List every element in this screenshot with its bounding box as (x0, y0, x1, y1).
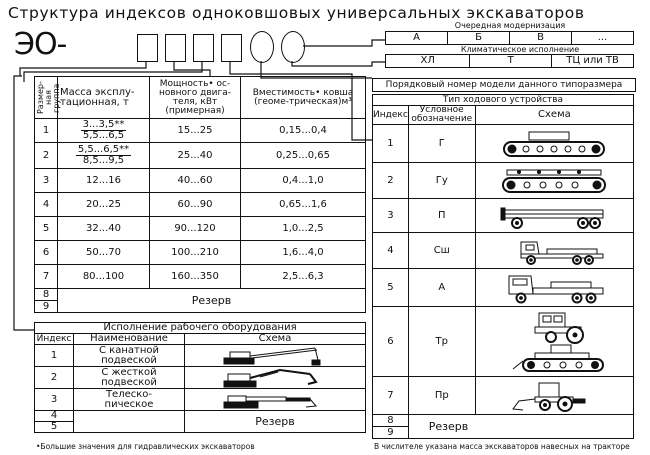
scheme-rigid (185, 367, 366, 389)
mass-7: 80...100 (58, 265, 150, 289)
run-idx-9: 9 (373, 427, 409, 439)
index-prefix: ЭО- (14, 27, 67, 62)
run-name-2: Гу (408, 163, 475, 199)
special-chassis-icon (499, 236, 609, 266)
bucket-5: 1,0...2,5 (241, 217, 366, 241)
power-5: 90...120 (150, 217, 241, 241)
climate-label: Климатическое исполнение (460, 45, 580, 54)
equip-header-scheme: Схема (185, 334, 366, 345)
mass-3: 12...16 (58, 169, 150, 193)
size-idx-4: 4 (35, 193, 58, 217)
run-name-3: П (408, 199, 475, 233)
scheme-telescopic (185, 389, 366, 411)
mass-top-2: 5,5...6,5** (77, 144, 130, 155)
run-name-7: Пр (408, 377, 475, 415)
model-number-label: Порядковый номер модели данного типоразмера (372, 78, 636, 92)
size-idx-7: 7 (35, 265, 58, 289)
size-group-table (34, 76, 366, 313)
bucket-2: 0,25...0,65 (241, 143, 366, 169)
running-gear-table (372, 94, 634, 439)
equip-idx-4: 4 (35, 411, 74, 422)
wide-crawler-icon (499, 166, 609, 196)
crawler-track-icon (499, 129, 609, 159)
power-4: 60...90 (150, 193, 241, 217)
run-idx-3: 3 (373, 199, 409, 233)
mass-bottom-1: 5,5...6,5 (82, 130, 125, 141)
equip-idx-1: 1 (35, 345, 74, 367)
mass-4: 20...25 (58, 193, 150, 217)
truck-chassis-icon (499, 272, 609, 304)
pneumatic-wheel-icon (499, 202, 609, 230)
power-2: 25...40 (150, 143, 241, 169)
bucket-3: 0,4...1,0 (241, 169, 366, 193)
run-header-scheme: Схема (475, 106, 633, 125)
equip-name-1: С канатной подвеской (74, 345, 185, 367)
equipment-title: Исполнение рабочего оборудования (35, 323, 366, 334)
power-6: 100...210 (150, 241, 241, 265)
run-name-4: Сш (408, 233, 475, 269)
run-header-name: Условное обозначение (408, 106, 475, 125)
run-idx-2: 2 (373, 163, 409, 199)
rope-shovel-icon (220, 346, 330, 366)
mass-5: 32...40 (58, 217, 150, 241)
run-name-6: Тр (408, 307, 475, 377)
run-idx-8: 8 (373, 415, 409, 427)
equip-idx-5: 5 (35, 422, 74, 433)
equip-header-name: Наименование (74, 334, 185, 345)
power-7: 160...350 (150, 265, 241, 289)
footnote-right: В числителе указана масса экскаваторов навесных на тракторе (374, 442, 630, 451)
equip-name-3: Телеско-пическое (74, 389, 185, 411)
run-idx-1: 1 (373, 125, 409, 163)
mass-6: 50...70 (58, 241, 150, 265)
equip-reserve: Резерв (185, 411, 366, 433)
trailer-tractor-icon (499, 379, 609, 413)
header-bucket: Вместимость• ковша (геоме-трическая)м³ (241, 77, 366, 119)
hydraulic-excavator-icon (220, 368, 330, 388)
equip-name-2: С жесткой подвеской (74, 367, 185, 389)
telescopic-excavator-icon (220, 390, 330, 410)
run-name-5: А (408, 269, 475, 307)
run-name-1: Г (408, 125, 475, 163)
modernization-label: Очередная модернизация (454, 21, 566, 30)
size-idx-3: 3 (35, 169, 58, 193)
size-idx-5: 5 (35, 217, 58, 241)
header-power: Мощность• ос-новного двига-теля, кВт (примерная) (150, 77, 241, 119)
tractor-icon (499, 309, 609, 375)
scheme-rope (185, 345, 366, 367)
run-idx-4: 4 (373, 233, 409, 269)
mass-top-1: 3...3,5** (82, 119, 125, 130)
mass-bottom-2: 8,5...9,5 (82, 155, 125, 166)
bucket-6: 1,6...4,0 (241, 241, 366, 265)
size-idx-9: 9 (35, 301, 58, 313)
power-1: 15...25 (150, 119, 241, 143)
size-idx-2: 2 (35, 143, 58, 169)
page-title: Структура индексов одноковшовых универсальных экскаваторов (8, 4, 585, 22)
climate-tc: ТЦ или ТВ (552, 55, 634, 68)
equipment-table (34, 322, 366, 433)
running-reserve: Резерв (408, 415, 633, 439)
bucket-7: 2,5...6,3 (241, 265, 366, 289)
mod-c: В (510, 32, 572, 45)
left-reserve: Резерв (58, 289, 366, 313)
bucket-4: 0,65...1,6 (241, 193, 366, 217)
running-title: Тип ходового устройства (373, 95, 634, 106)
run-header-idx: Индекс (373, 106, 409, 125)
mod-a: А (386, 32, 448, 45)
mod-dots: ... (572, 32, 634, 45)
run-idx-6: 6 (373, 307, 409, 377)
size-idx-8: 8 (35, 289, 58, 301)
bucket-1: 0,15...0,4 (241, 119, 366, 143)
mod-b: Б (448, 32, 510, 45)
equip-header-idx: Индекс (35, 334, 74, 345)
equip-idx-3: 3 (35, 389, 74, 411)
run-idx-7: 7 (373, 377, 409, 415)
climate-t: Т (470, 55, 552, 68)
equip-idx-2: 2 (35, 367, 74, 389)
size-idx-1: 1 (35, 119, 58, 143)
power-3: 40...60 (150, 169, 241, 193)
climate-hl: ХЛ (386, 55, 470, 68)
size-idx-6: 6 (35, 241, 58, 265)
header-size: Размер-ная группа (36, 81, 61, 114)
run-idx-5: 5 (373, 269, 409, 307)
header-mass: Масса эксплу-тационная, т (58, 77, 150, 119)
footnote-left: •Большие значения для гидравлических экскаваторов (36, 442, 255, 451)
